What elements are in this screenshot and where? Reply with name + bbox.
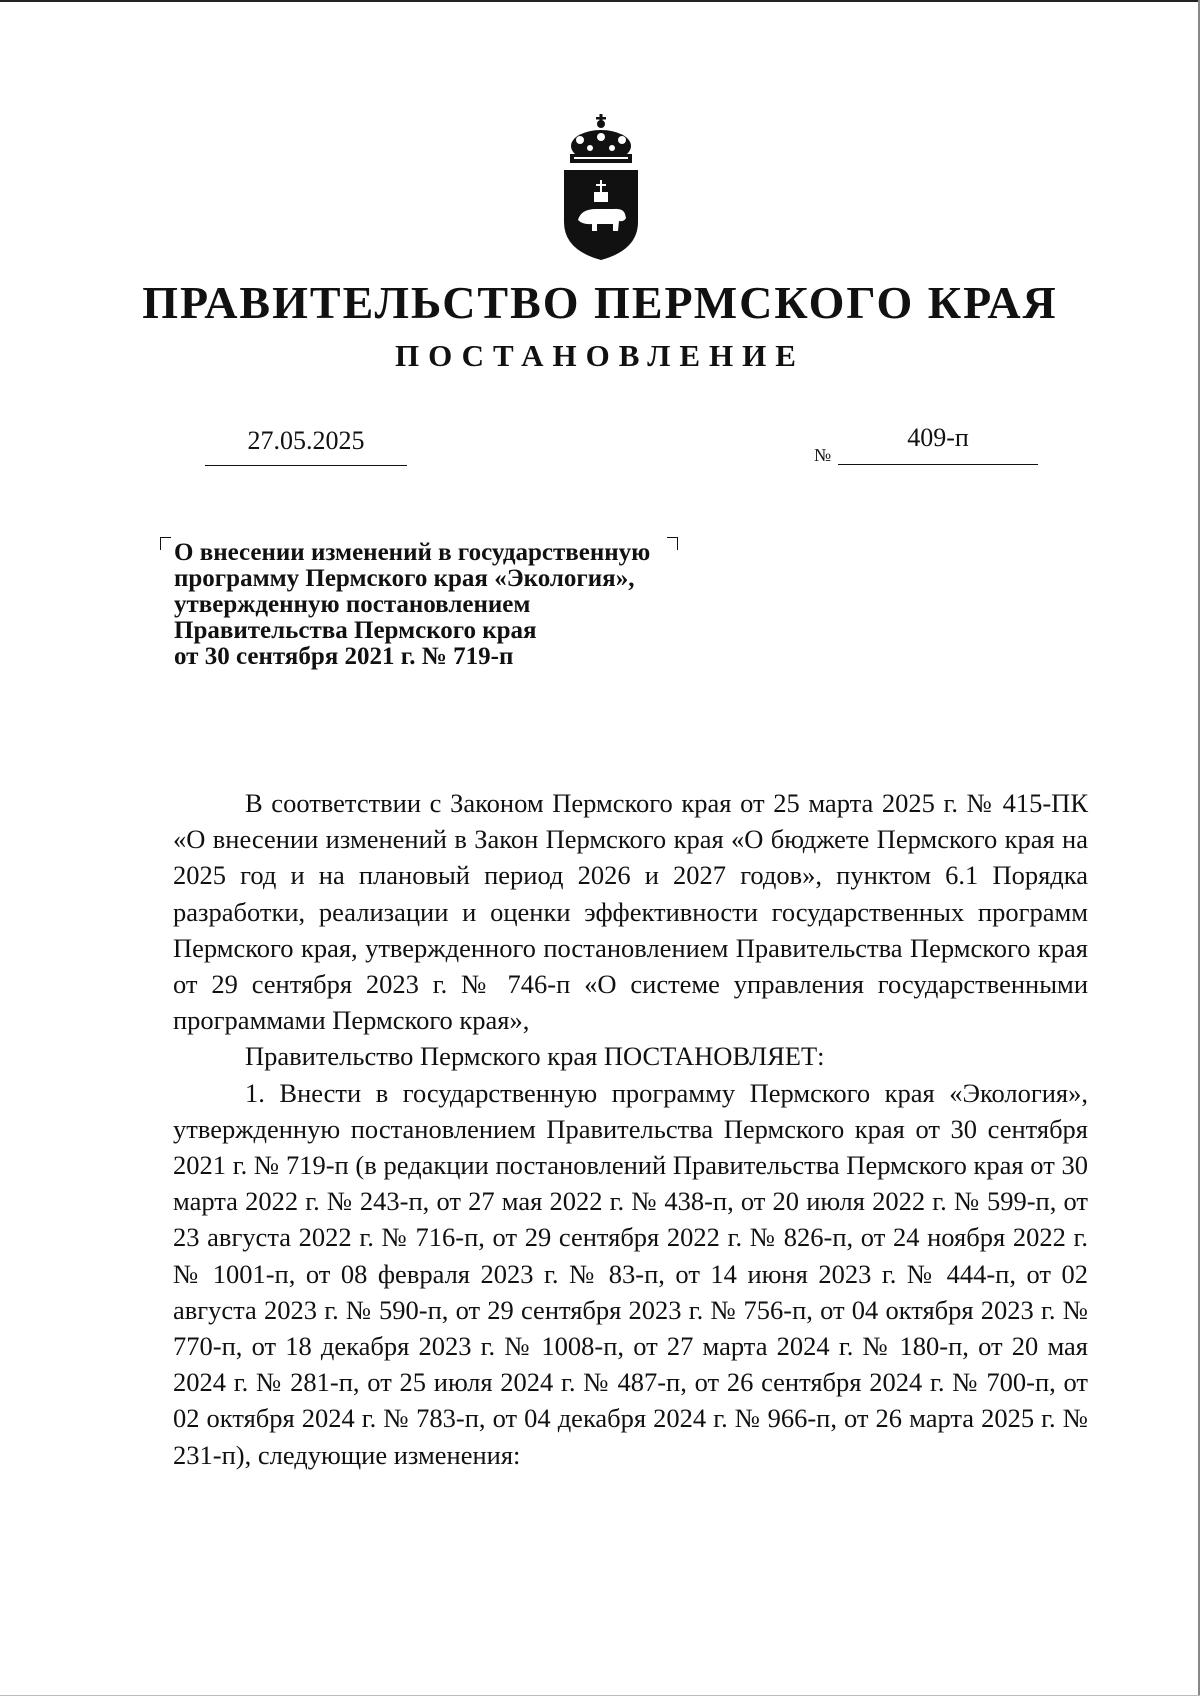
subject-corner-left (160, 537, 171, 550)
document-number: 409-п (838, 422, 1038, 465)
body-paragraph-resolution: Правительство Пермского края ПОСТАНОВЛЯЕТ: (245, 1041, 825, 1072)
scan-edge-top (0, 0, 1200, 2)
subject-line: программу Пермского края «Экология», (174, 565, 635, 592)
body-paragraph-item-1: 1. Внести в государственную программу Пермского края «Экология», утвержденную постановлением Правительства Пермского края от 30 сентября 2021 г. № 719-п (в редакции постановлений Правительства Пермского края от 30 марта 2022 г. № 243-п, от 27 мая 2022 г. № 438-п, от 20 июля 2022 г. № 599-п, от 23 августа 2022 г. № 716-п, от 29 сентября 2022 г. № 826-п, от 24 ноября 2022 г. № 1001-п, от 08 февраля 2023 г. № 83-п, от 14 июня 2023 г. № 444-п, от 02 августа 2023 г. № 590-п, от 29 сентября 2023 г. № 756-п, от 04 октября 2023 г. № 770-п, от 18 декабря 2023 г. № 1008-п, от 27 марта 2024 г. № 180-п, от 20 мая 2024 г. № 281-п, от 25 июля 2024 г. № 487-п, от 26 сентября 2024 г. № 700-п, от 02 октября 2024 г. № 783-п, от 04 декабря 2024 г. № 966-п, от 26 марта 2025 г. № 231-п), следующие изменения: (173, 1077, 1088, 1470)
number-sign: № (814, 445, 832, 465)
body-paragraph-preamble: В соответствии с Законом Пермского края от 25 марта 2025 г. № 415-ПК «О внесении изменений в Закон Пермского края «О бюджете Пермского края на 2025 год и на плановый период 2026 и 2027 годов», пунктом 6.1 Порядка разработки, реализации и оценки эффективности государственных программ Пермского края, утвержденного постановлением Правительства Пермского края от 29 сентября 2023 г. № 746-п «О системе управления государственными программами Пермского края», (173, 788, 1088, 1036)
subject-line: Правительства Пермского края (174, 617, 537, 644)
document-subject (174, 540, 774, 670)
subject-line: утвержденную постановлением (174, 591, 531, 618)
coat-of-arms-icon (556, 110, 646, 262)
subject-line: О внесении изменений в государственную (174, 539, 651, 566)
document-date: 27.05.2025 (205, 425, 407, 466)
organization-title: ПРАВИТЕЛЬСТВО ПЕРМСКОГО КРАЯ (142, 277, 1058, 328)
document-body (173, 785, 1088, 1473)
subject-line: от 30 сентября 2021 г. № 719-п (174, 643, 514, 670)
document-type: ПОСТАНОВЛЕНИЕ (395, 338, 805, 373)
